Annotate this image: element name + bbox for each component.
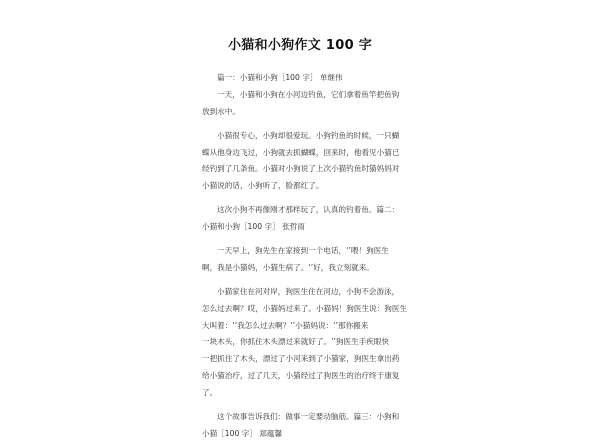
text-line: 篇一：小猫和小狗［100 字］ 单继伟 xyxy=(217,73,343,82)
text-line: 蝶从他身边飞过，小狗就去抓蝴蝶，回来时，他看见小猫已 xyxy=(202,147,400,157)
text-line: 小猫［100 字］ 郑蕴馨 xyxy=(202,428,283,438)
text-line: 这次小狗不再像刚才那样玩了，认真的钓着鱼。篇二： xyxy=(217,205,400,215)
text-line: 小猫和小狗［100 字］ 张哲雨 xyxy=(202,222,305,232)
text-line: 放到水中。 xyxy=(202,106,240,116)
text-line: 小猫说的话，小狗听了，脸都红了。 xyxy=(202,181,324,191)
paragraph-gap xyxy=(202,121,410,128)
text-line: 一天，小猫和小狗在小河边钓鱼，它们拿着鱼竿把鱼钩 xyxy=(217,89,400,99)
paragraph-gap xyxy=(202,236,410,243)
text-line: 经钓到了几条鱼。小猫对小狗说了上次小猫钓鱼时猫妈妈对 xyxy=(202,164,400,174)
text-line: 一块木头，你抓住木头漂过来就好了。‘’狗医生手疾眼快 xyxy=(202,337,390,347)
text-line: 小猫很专心，小狗却很爱玩。小狗钓鱼的时候，一只蝴 xyxy=(217,130,400,140)
document-title: 小猫和小狗作文 100 字 xyxy=(227,38,373,53)
text-line: 给小猫治疗，过了几天，小猫经过了狗医生的治疗终于康复 xyxy=(202,371,400,381)
paragraph-gap xyxy=(202,402,410,409)
paragraph-gap xyxy=(202,277,410,284)
text-line: 啊，我是小猫妈，小猫生病了。‘’好，我立刻就来。 xyxy=(202,262,374,272)
text-line: 一把抓住了木头，漂过了小河来到了小猫家，狗医生拿出药 xyxy=(202,354,400,364)
document-body xyxy=(202,70,410,443)
text-line: 大叫着：‘’我怎么过去啊？‘’小猫妈说：‘’那你搬来 xyxy=(202,320,369,330)
paragraph-gap xyxy=(202,195,410,202)
text-line: 这个故事告诉我们：做事一定要动脑筋。篇三：小狗和 xyxy=(217,412,400,422)
text-line: 怎么过去啊？哎，小猫妈过来了。小猫妈！狗医生说：狗医生 xyxy=(202,303,408,313)
text-line: 小猫家住在河对岸，狗医生住在河边，小狗不会游泳， xyxy=(217,286,400,296)
text-line: 一天早上，狗先生在家接到一个电话，‘’喂！狗医生 xyxy=(217,246,389,256)
text-line: 了。 xyxy=(202,388,218,398)
